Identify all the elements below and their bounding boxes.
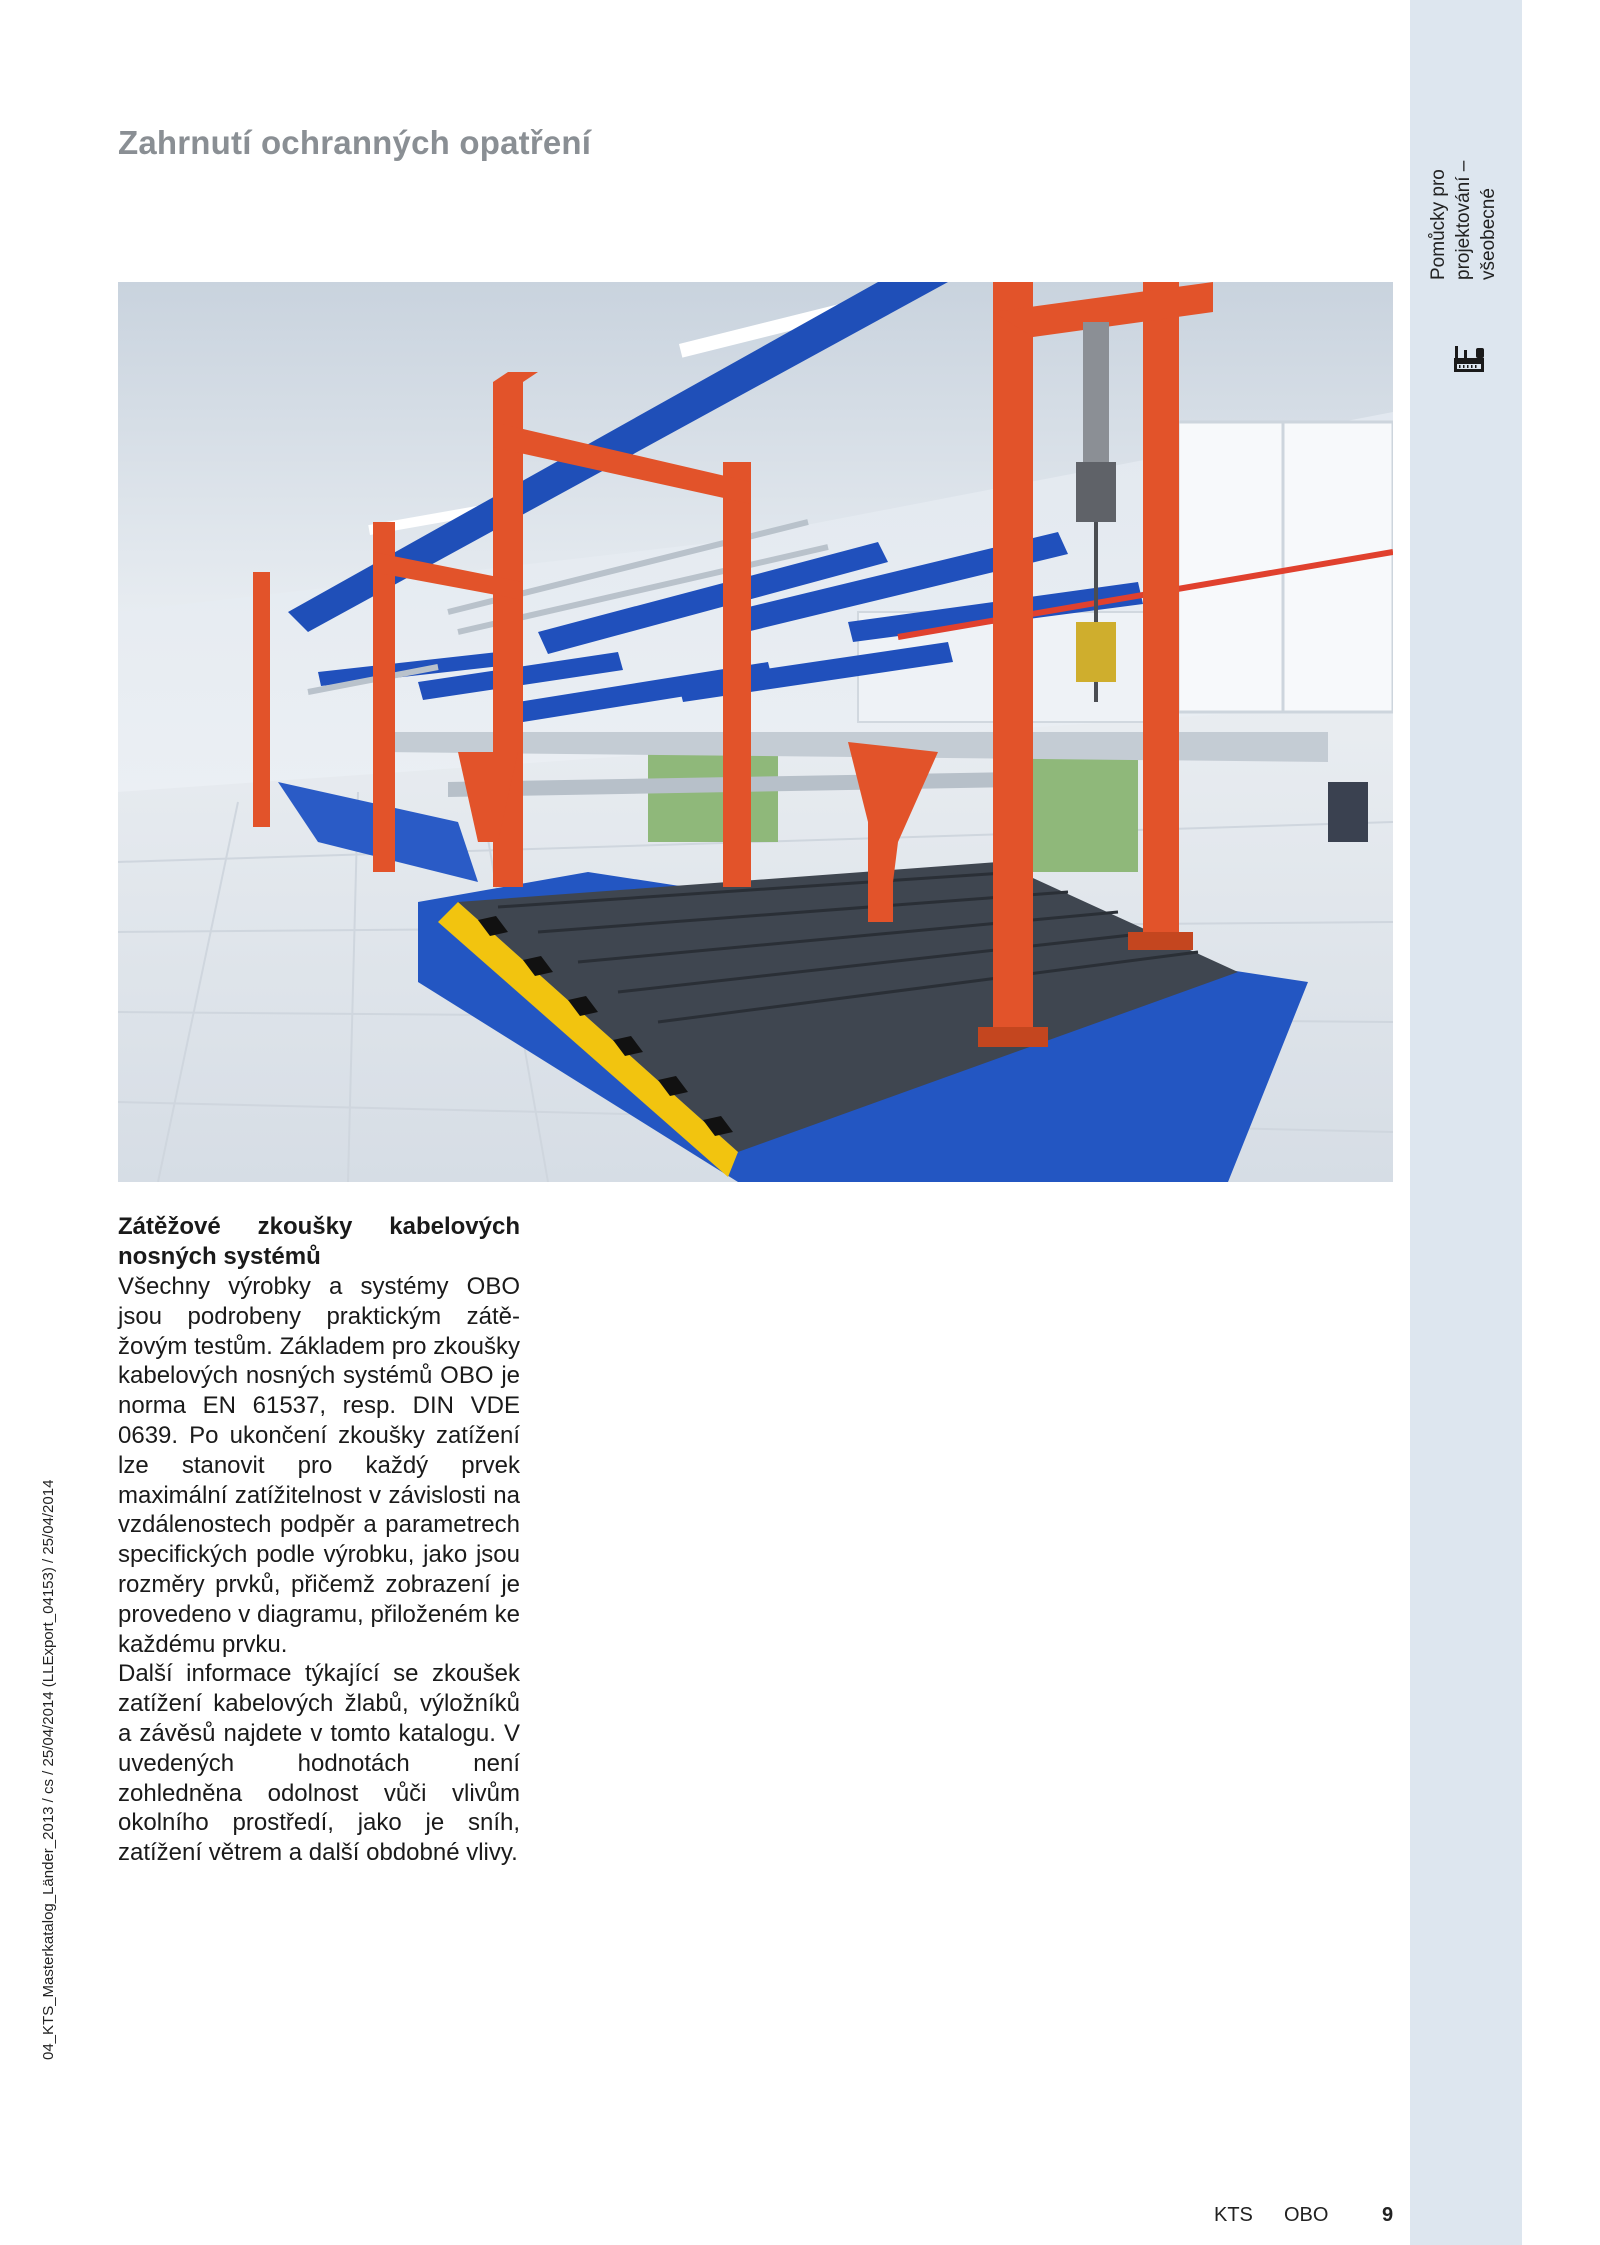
section-tab-line-1: Pomůcky pro: [1428, 169, 1449, 280]
section-tab-line-3: všeobecné: [1478, 188, 1499, 280]
footer-brand-kts: KTS: [1214, 2204, 1253, 2226]
page-number: 9: [1382, 2204, 1394, 2226]
section-tab: [1426, 150, 1516, 300]
section-tab-line-2: projektování –: [1453, 160, 1474, 280]
body-text-column: [118, 1212, 520, 1868]
section-heading: Zátěžové zkoušky kabelových nosných systémů: [118, 1213, 520, 1270]
test-rig-photo: [118, 282, 1393, 1182]
body-paragraph-1: Všechny výrobky a systémy OBO jsou podrobeny praktickým zátěžovým testům. Základem pro zkoušky kabelových nosných systémů OBO je norma EN 61537, resp. DIN VDE 0639. Po ukončení zkoušky zatížení lze stanovit pro každý prvek maximální zatížitelnost v závislosti na vzdálenostech podpěr a parametrech specifických podle výrobku, jako jsou rozměry prvků, přičemž zobrazení je provedeno v diagramu, přiloženém ke každému prvku.: [118, 1273, 520, 1658]
body-paragraph-2: Další informace týkající se zkoušek zatížení kabelových žlabů, výložníků a závěsů najdete v tomto katalogu. V uvedených hodnotách není zohledněna odolnost vůči vlivům okolního prostředí, jako je sníh, zatížení větrem a další obdobné vlivy.: [118, 1660, 520, 1867]
sidebar-band: [1410, 0, 1522, 2245]
page-title: Zahrnutí ochranných opatření: [118, 124, 592, 161]
footer-brand-obo: OBO: [1284, 2204, 1329, 2226]
measuring-tools-icon: [1452, 342, 1486, 374]
print-metadata: 04_KTS_Masterkatalog_Länder_2013 / cs / 25/04/2014 (LLExport_04153) / 25/04/2014: [40, 1479, 57, 2060]
